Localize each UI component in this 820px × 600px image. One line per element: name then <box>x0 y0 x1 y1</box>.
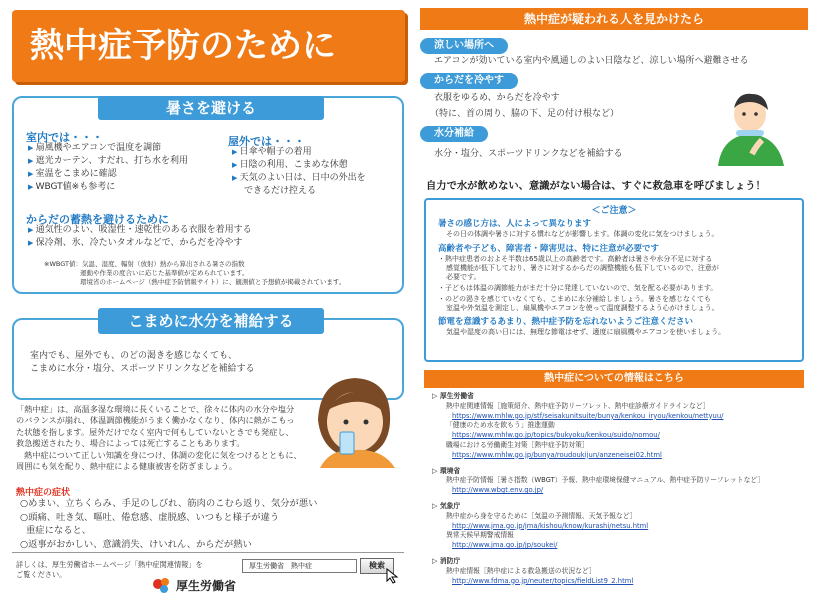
avoid-heat-banner-text: 暑さを避ける <box>165 99 256 117</box>
explanation-line: 「熱中症」は、高温多湿な環境に長くいることで、徐々に体内の水分や塩分 <box>16 404 295 414</box>
info-item: 職場における労働衛生対策［熱中症予防対策］ <box>446 440 589 449</box>
indoor-list <box>28 142 228 194</box>
list-item: ▶ 保冷剤、氷、冷たいタオルなどで、からだを冷やす <box>28 237 398 250</box>
wbgt-note-line: ※WBGT値：気温、湿度、輻射（放射）熱から算出される暑さの指数 <box>44 260 245 268</box>
info-link[interactable]: https://www.mhlw.go.jp/topics/bukyoku/kenkou/suido/nomou/ <box>452 431 660 440</box>
explanation-line: 熱中症について正しい知識を身につけ、体調の変化に気をつけるとともに、 <box>24 449 302 460</box>
list-item: ▶ 日陰の利用、こまめな休憩 <box>232 159 402 172</box>
list-item: ▶ 日傘や帽子の着用 <box>232 146 402 159</box>
suspect-header <box>420 8 808 30</box>
suspect-header-text: 熱中症が疑われる人を見かけたら <box>523 12 704 26</box>
symptoms-heading: 熱中症の症状 <box>16 488 71 498</box>
info-list <box>432 392 804 586</box>
body-heat-list <box>28 224 398 250</box>
caution-line: 室温や外気温を測定し、扇風機やエアコンを使って温度調整するよう心がけましょう。 <box>446 304 719 312</box>
list-item: ▶ 通気性のよい、吸湿性・速乾性のある衣服を着用する <box>28 224 398 237</box>
step1-text: エアコンが効いている室内や風通しのよい日陰など、涼しい場所へ避難させる <box>434 56 749 66</box>
explanation-line: 救急搬送されたり、場合によっては死亡することもあります。 <box>16 438 245 449</box>
caution-line: ・子どもは体温の調節能力がまだ十分に発達していないので、気を配る必要があります。 <box>438 284 718 292</box>
explanation-line: 周囲にも気を配り、熱中症による健康被害を防ぎましょう。 <box>16 461 238 472</box>
hydrate-text <box>30 350 270 376</box>
title-text: 熱中症予防のために <box>30 26 336 66</box>
hydrate-banner-text: こまめに水分を補給する <box>128 312 294 330</box>
info-header-text: 熱中症についての情報はこちら <box>544 373 684 384</box>
list-item: ○めまい、立ちくらみ、手足のしびれ、筋肉のこむら返り、気分が悪い <box>20 498 318 509</box>
info-item: 熱中症情報［熱中症による救急搬送の状況など］ <box>446 566 596 575</box>
info-org: ▷ 気象庁 <box>432 502 804 512</box>
info-org: ▷ 環境省 <box>432 467 804 477</box>
info-item: 熱中症関連情報［施策紹介、熱中症予防リーフレット、熱中症診療ガイドラインなど］ <box>446 401 710 410</box>
info-item: 「健康のため水を飲もう」推進運動 <box>446 421 555 430</box>
cursor-icon <box>386 568 400 584</box>
caution-line: ・熱中症患者のおよそ半数は65歳以上の高齢者です。高齢者は暑さや水分不足に対する <box>438 255 713 263</box>
list-item: ▶ 天気のよい日は、日中の外出を <box>232 172 402 185</box>
list-item: ○返事がおかしい、意識消失、けいれん、からだが熱い <box>20 538 252 550</box>
info-link[interactable]: http://www.fdma.go.jp/neuter/topics/fieldList9_2.html <box>452 576 634 585</box>
caution-heading: ＜ご注意＞ <box>591 206 637 216</box>
body-heat-heading: からだの蓄熱を避けるために <box>26 213 169 226</box>
info-link[interactable]: http://www.jma.go.jp/jp/soukei/ <box>452 541 558 550</box>
list-item: ○頭痛、吐き気、嘔吐、倦怠感、虚脱感、いつもと様子が違う <box>20 511 280 523</box>
footer-line: ご覧ください。 <box>16 570 67 579</box>
step3-text: 水分・塩分、スポーツドリンクなどを補給する <box>434 149 623 159</box>
info-org: ▷ 厚生労働省 <box>432 392 804 402</box>
wbgt-note <box>44 260 399 287</box>
caution-line: ・のどの渇きを感じていなくても、こまめに水分補給しましょう。暑さを感じなくても <box>438 295 711 303</box>
symptoms-list <box>20 497 390 551</box>
search-button-label: 検索 <box>369 561 385 570</box>
hydrate-banner <box>98 308 324 334</box>
caution-line: その日の体調や暑さに対する慣れなどが影響します。体調の変化に気をつけましょう。 <box>446 230 719 238</box>
search-input[interactable] <box>242 559 357 573</box>
list-item: 重症になると、 <box>26 525 92 536</box>
explanation-line: のバランスが崩れ、体温調節機能がうまく働かなくなり、体内に熱がこもっ <box>16 415 295 426</box>
list-item: ▶ WBGT値※も参考に <box>28 181 228 194</box>
hydrate-line: 室内でも、屋外でも、のどの渇きを感じなくても、 <box>30 351 238 361</box>
info-item: 熱中症予防情報［暑さ指数（WBGT）予報、熱中症環境保健マニュアル、熱中症予防リーフレットなど］ <box>446 476 765 485</box>
caution-line: 気温や湿度の高い日には、無理な節電はせず、適度に扇風機やエアコンを使いましょう。 <box>446 328 726 336</box>
list-item: ▶ 遮光カーテン、すだれ、打ち水を利用 <box>28 155 228 168</box>
caution-line: 感覚機能が低下しており、暑さに対するからだの調整機能も低下しているので、注意が <box>446 264 719 272</box>
list-item: ▶ 扇風機やエアコンで温度を調節 <box>28 142 228 155</box>
info-header <box>424 370 804 388</box>
emergency-text: 自力で水が飲めない、意識がない場合は、すぐに救急車を呼びましょう！ <box>426 180 766 192</box>
step2-pill: からだを冷やす <box>420 73 518 89</box>
info-link[interactable]: http://www.jma.go.jp/jma/kishou/know/kurashi/netsu.html <box>452 521 649 530</box>
footer-divider <box>12 552 404 553</box>
avoid-heat-banner <box>98 96 324 120</box>
wbgt-note-line: 運動や作業の度合いに応じた基準値が定められています。 <box>80 269 249 277</box>
wbgt-note-line: 環境省のホームページ（熱中症予防情報サイト）に、観測値と予想値が掲載されています。 <box>80 278 346 286</box>
footer-line: 詳しくは、厚生労働省ホームページ「熱中症関連情報」を <box>16 560 203 569</box>
caution-subhead: 暑さの感じ方は、人によって異なります <box>438 219 592 229</box>
step2-subtext: （特に、首の周り、脇の下、足の付け根など） <box>430 109 620 119</box>
list-item: できるだけ控える <box>244 186 317 196</box>
ministry-logo-icon <box>152 576 172 594</box>
list-item: ▶ 室温をこまめに確認 <box>28 168 228 181</box>
caution-subhead: 節電を意識するあまり、熱中症予防を忘れないようご注意ください <box>438 317 694 327</box>
search-value: 厚生労働省 熱中症 <box>249 562 312 570</box>
hydrate-line: こまめに水分・塩分、スポーツドリンクなどを補給する <box>30 364 255 374</box>
page-title <box>12 10 405 82</box>
caution-subhead: 高齢者や子ども、障害者・障害児は、特に注意が必要です <box>438 244 660 254</box>
explanation-line: た状態を指します。屋外だけでなく室内で何もしていないときでも発症し、 <box>16 426 294 437</box>
explanation <box>16 404 334 472</box>
info-link[interactable]: https://www.mhlw.go.jp/bunya/roudoukijun/anzeneisei02.html <box>452 450 662 459</box>
info-link[interactable]: https://www.mhlw.go.jp/stf/seisakunitsuite/bunya/kenkou_iryou/kenkou/nettyuu/ <box>452 411 724 420</box>
info-org: ▷ 消防庁 <box>432 557 804 567</box>
outdoor-heading: 屋外では・・・ <box>228 135 305 148</box>
caution-line: 必要です。 <box>446 273 481 281</box>
step3-pill: 水分補給 <box>420 126 488 142</box>
ministry-name: 厚生労働省 <box>176 579 237 593</box>
step2-text: 衣服をゆるめ、からだを冷やす <box>434 93 560 103</box>
caution-content <box>438 218 798 337</box>
step1-pill: 涼しい場所へ <box>420 38 508 54</box>
indoor-heading: 室内では・・・ <box>26 131 103 144</box>
info-item: 熱中症から身を守るために［気温の予測情報、天気予報など］ <box>446 511 637 520</box>
man-illustration <box>708 84 792 166</box>
info-link[interactable]: http://www.wbgt.env.go.jp/ <box>452 486 544 495</box>
outdoor-list <box>232 146 402 198</box>
info-item: 異常天候早期警戒情報 <box>446 531 514 540</box>
